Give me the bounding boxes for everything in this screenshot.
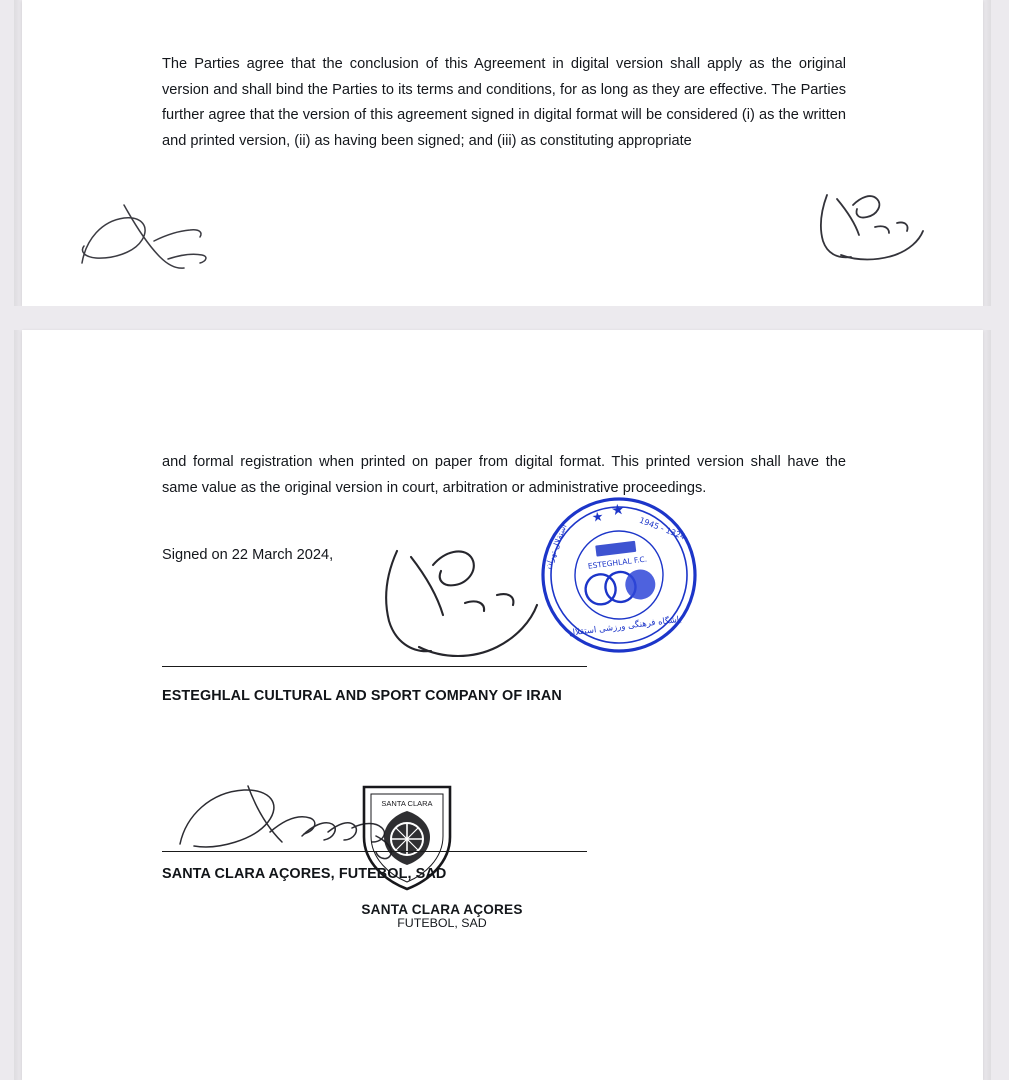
signed-on-date: Signed on 22 March 2024, (162, 547, 334, 563)
svg-text:1945 - 1324: 1945 - 1324 (637, 515, 687, 542)
party-name-santa-clara: SANTA CLARA AÇORES, FUTEBOL, SAD (162, 866, 447, 882)
svg-text:ESTEGHLAL F.C.: ESTEGHLAL F.C. (587, 554, 648, 571)
esteghlal-signature-rule (162, 666, 587, 667)
party-name-esteghlal: ESTEGHLAL CULTURAL AND SPORT COMPANY OF IRAN (162, 688, 562, 704)
svg-text:باشگاه فرهنگی ورزشی استقلال: باشگاه فرهنگی ورزشی استقلال (568, 614, 683, 639)
santa-clara-crest (342, 775, 472, 905)
handwritten-signature-left (50, 185, 240, 300)
santa-clara-caption (322, 902, 562, 930)
page-2-paragraph: and formal registration when printed on paper from digital format. This printed version shall have the same value as the original version in court, arbitration or administrative proceedings. (162, 454, 846, 496)
document-page-1[interactable] (22, 0, 983, 306)
handwritten-signature-right (797, 175, 947, 280)
svg-text:SANTA CLARA: SANTA CLARA (381, 799, 433, 808)
esteghlal-club-stamp (527, 495, 712, 660)
svg-text:★: ★ (590, 509, 605, 526)
document-page-2[interactable] (22, 330, 983, 1080)
santa-clara-caption-line2: FUTEBOL, SAD (397, 916, 487, 930)
page-edge-shadow-left (14, 0, 22, 1080)
santa-clara-signature-rule (162, 851, 587, 852)
santa-clara-caption-line1: SANTA CLARA AÇORES (361, 902, 523, 917)
page-edge-shadow-right (983, 0, 991, 1080)
page-1-paragraph: The Parties agree that the conclusion of this Agreement in digital version shall apply as the original version and shall bind the Parties to its terms and conditions, for as long as they are effective. The Parties further agree that the version of this agreement signed in digital format will be considered (i) as the written and printed version, (ii) as having been signed; and (iii) as constituting appropriate (162, 56, 846, 149)
svg-text:★: ★ (609, 499, 626, 520)
page-gap (0, 306, 1009, 330)
svg-text:استقلال تهران: استقلال تهران (543, 523, 569, 571)
